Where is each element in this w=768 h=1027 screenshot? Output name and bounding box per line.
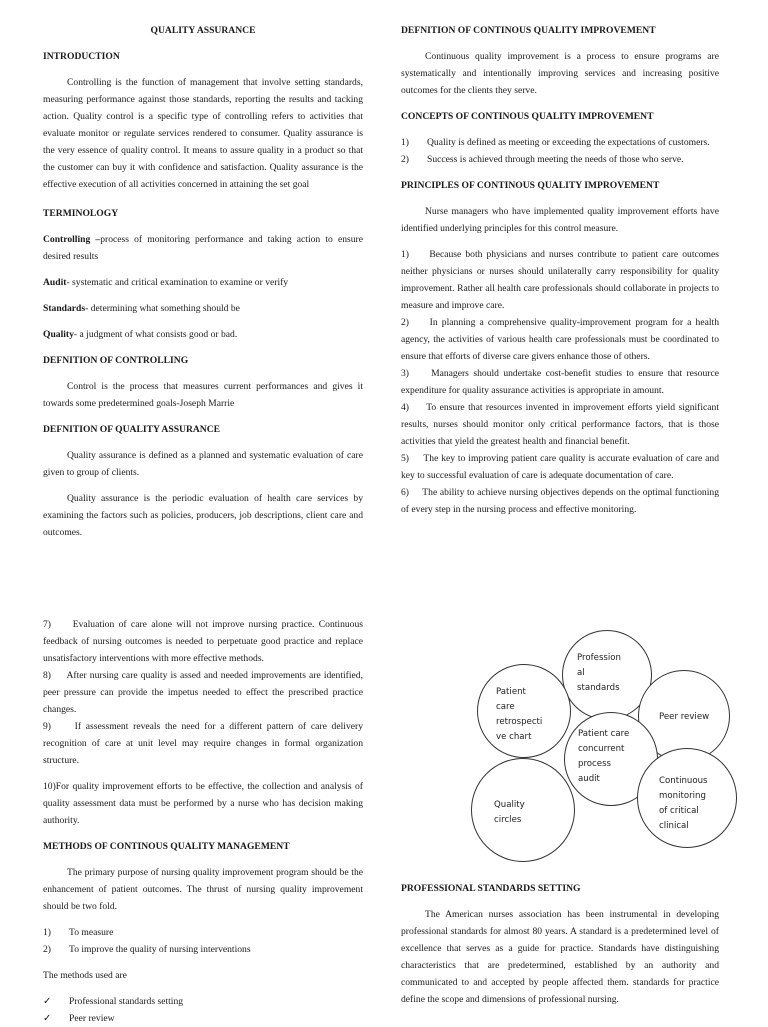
cqi-principles-intro: Nurse managers who have implemented quality improvement efforts have identified underlying principles for this control measure. — [401, 206, 719, 234]
circle-quality-circles — [471, 758, 575, 862]
principle-item — [401, 365, 719, 399]
list-number: 1) — [401, 137, 409, 148]
term-quality — [43, 326, 363, 343]
methods-intro: The primary purpose of nursing quality improvement program should be the enhancement of patient outcomes. The thrust of nursing quality improvement should be two fold. — [43, 867, 363, 912]
cqi-definition-heading: DEFNITION OF CONTINOUS QUALITY IMPROVEMENT — [401, 25, 656, 36]
list-item — [43, 1010, 363, 1027]
list-text: Professional standards setting — [69, 996, 184, 1007]
circle-label: clinical — [659, 821, 689, 831]
list-number: 2) — [401, 317, 409, 328]
list-text: After nursing care quality is assed and needed improvements are identified, peer pressure can provide the impetus needed to effect the prescribed practice changes. — [43, 670, 363, 715]
principle-item — [43, 616, 363, 667]
principle-item — [401, 450, 719, 484]
introduction-heading: INTRODUCTION — [43, 51, 120, 62]
cqi-principles-heading: PRINCIPLES OF CONTINOUS QUALITY IMPROVEMENT — [401, 180, 660, 191]
circle-label: Patient care — [578, 729, 630, 739]
list-text: To ensure that resources invented in improvement efforts yield significant results, nurses should monitor only critical performance factors, that is those activities that yield the greatest health and financial benefit. — [401, 402, 719, 447]
list-text: Success is achieved through meeting the needs of those who serve. — [427, 154, 684, 165]
circle-label: standards — [577, 683, 620, 693]
circle-continuous-monitoring — [637, 748, 737, 848]
document-title: QUALITY ASSURANCE — [150, 25, 256, 36]
term-standards — [43, 300, 363, 317]
cqi-definition-text: Continuous quality improvement is a process to ensure programs are systematically and intentionally improving services and increasing positive outcomes for the clients they serve. — [401, 51, 719, 96]
list-number: 1) — [43, 927, 51, 938]
introduction-text: Controlling is the function of management that involve setting standards, measuring performance against those standards, reporting the results and tacking action. Quality control is a specific type of controlling refers to activities that evaluate monitor or regulate services rendered to consumer. Quality assurance is the very essence of quality control. It means to assure quality in a product so that the customer can buy it with confidence and satisfaction. Quality assurance is the effective execution of all activities concerned in attaining the set goal — [43, 77, 363, 190]
term-definition: - systematic and critical examination to examine or verify — [66, 277, 289, 288]
controlling-heading: DEFNITION OF CONTROLLING — [43, 355, 189, 366]
list-number: 4) — [401, 402, 409, 413]
list-text: In planning a comprehensive quality-improvement program for a health agency, the activities of various health care professionals must be coordinated to ensure that efforts of diverse care givers enhance those of others. — [401, 317, 720, 362]
circle-label: al — [577, 668, 585, 678]
term-name: Standards — [43, 303, 86, 314]
circle-label: care — [496, 702, 515, 712]
right-column-top — [401, 22, 719, 518]
term-name: Quality — [43, 329, 74, 340]
list-text: Because both physicians and nurses contribute to patient care outcomes neither physicians or nurses should unilaterally carry responsibility for quality improvement. Rather all health care professionals should collaborate in projects to measure and improve care. — [401, 249, 719, 311]
list-number: 6) — [401, 487, 409, 498]
quality-assurance-heading: DEFNITION OF QUALITY ASSURANCE — [43, 424, 221, 435]
circle-label: retrospecti — [496, 717, 543, 727]
term-name: Audit — [43, 277, 67, 288]
circle-label: monitoring — [659, 791, 706, 801]
list-text: Managers should undertake cost-benefit studies to ensure that resource expenditure for quality assurance activities is appropriate in amount. — [401, 368, 719, 396]
list-text: The key to improving patient care quality is accurate evaluation of care and key to successful evaluation of care is adequate documentation of care. — [401, 453, 719, 481]
circle-label: audit — [578, 774, 600, 784]
term-controlling — [43, 231, 363, 265]
list-item — [401, 151, 719, 168]
methods-heading: METHODS OF CONTINOUS QUALITY MANAGEMENT — [43, 841, 290, 852]
list-item — [43, 941, 363, 958]
list-text: Quality is defined as meeting or exceeding the expectations of customers. — [427, 137, 710, 148]
principle-item — [401, 314, 719, 365]
circle-label: circles — [494, 815, 522, 825]
circle-label: Quality — [494, 800, 525, 810]
list-item — [43, 993, 363, 1010]
quality-assurance-definition-2: Quality assurance is the periodic evaluation of health care services by examining the factors such as policies, producers, job descriptions, client care and outcomes. — [43, 493, 363, 538]
list-item — [401, 134, 719, 151]
term-audit — [43, 274, 363, 291]
principle-item — [401, 399, 719, 450]
term-name: Controlling – — [43, 234, 101, 245]
circle-label: Continuous — [659, 776, 708, 786]
list-text: Peer review — [69, 1013, 115, 1024]
checkmark-icon: ✓ — [43, 996, 52, 1007]
circle-label: concurrent — [578, 744, 625, 754]
list-text: To improve the quality of nursing interventions — [69, 944, 251, 955]
circle-retrospective-chart — [477, 664, 571, 758]
list-text: To measure — [69, 927, 114, 938]
list-text: The ability to achieve nursing objectives depends on the optimal functioning of every step in the nursing process and effective monitoring. — [401, 487, 719, 515]
methods-used-label: The methods used are — [43, 970, 127, 981]
term-definition: - a judgment of what consists good or bad. — [73, 329, 238, 340]
left-column-top — [43, 22, 363, 541]
list-number: 2) — [401, 154, 409, 165]
list-item — [43, 924, 363, 941]
list-number: 9) — [43, 721, 51, 732]
circle-label: ve chart — [496, 732, 532, 742]
principle-item — [43, 667, 363, 718]
list-number: 1) — [401, 249, 409, 260]
circle-label: Peer review — [659, 712, 710, 722]
professional-standards-heading: PROFESSIONAL STANDARDS SETTING — [401, 883, 581, 894]
right-column-bottom — [401, 880, 719, 1008]
principle-item — [401, 484, 719, 518]
list-text: Evaluation of care alone will not improve nursing practice. Continuous feedback of nursing outcomes is needed to perpetuate good practice and replace unsatisfactory interventions with more effective methods. — [43, 619, 363, 664]
term-definition: process of monitoring performance and taking action to ensure desired results — [43, 234, 363, 262]
list-number: 5) — [401, 453, 409, 464]
list-number: 8) — [43, 670, 51, 681]
cqi-concepts-heading: CONCEPTS OF CONTINOUS QUALITY IMPROVEMENT — [401, 111, 654, 122]
list-number: 2) — [43, 944, 51, 955]
list-number: 3) — [401, 368, 409, 379]
checkmark-icon: ✓ — [43, 1013, 52, 1024]
circle-label: process — [578, 759, 612, 769]
circle-label: Patient — [496, 687, 526, 697]
principle-item-10: 10)For quality improvement efforts to be effective, the collection and analysis of quality assessment data must be performed by a nurse who has decision making authority. — [43, 781, 363, 826]
controlling-definition: Control is the process that measures current performances and gives it towards some predetermined goals-Joseph Marrie — [43, 381, 363, 409]
circle-label: of critical — [659, 806, 699, 816]
term-definition: - determining what something should be — [85, 303, 240, 314]
list-text: If assessment reveals the need for a different pattern of care delivery recognition of care at unit level may require changes in formal organization structure. — [43, 721, 363, 766]
quality-methods-diagram — [465, 630, 730, 860]
quality-assurance-definition-1: Quality assurance is defined as a planned and systematic evaluation of care given to group of clients. — [43, 450, 363, 478]
left-column-bottom — [43, 616, 363, 1027]
list-number: 7) — [43, 619, 51, 630]
circle-label: Profession — [577, 653, 621, 663]
professional-standards-text: The American nurses association has been instrumental in developing professional standards for almost 80 years. A standard is a predetermined level of excellence that serves as a guide for practice. Standards have distinguishing characteristics that are predetermined, established by an authority and communicated to and accepted by people affected them. standards for practice define the scope and dimensions of professional nursing. — [401, 909, 719, 1005]
terminology-heading: TERMINOLOGY — [43, 208, 119, 219]
principle-item — [43, 718, 363, 769]
principle-item — [401, 246, 719, 314]
